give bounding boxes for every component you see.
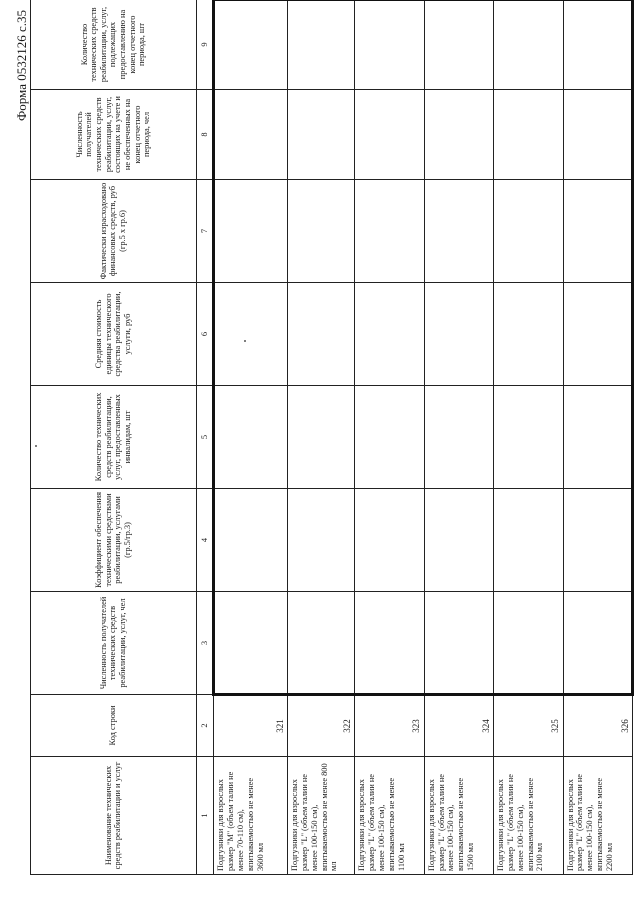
row-code: 325 (494, 695, 563, 757)
column-number: 4 (196, 489, 214, 592)
data-cell (288, 283, 355, 386)
data-cell (355, 489, 424, 592)
data-cell (494, 592, 563, 695)
header-cell: Численность получателей технических средств реабилитации, услуг, состоящих на учете и не обеспеченных на конец отчетного периода, чел (31, 90, 197, 180)
data-cell (355, 180, 424, 283)
row-name: Подгузники для взрослых размер "L" (объем талии не менее 100-150 см), впитываемостью не менее 2100 мл (494, 757, 563, 875)
data-cell (424, 592, 493, 695)
data-cell (355, 592, 424, 695)
row-name: Подгузники для взрослых размер "L" (объем талии не менее 100-150 см), впитываемостью не менее 1500 мл (424, 757, 493, 875)
data-cell (563, 386, 632, 489)
data-cell (355, 90, 424, 180)
data-cell (214, 283, 288, 386)
header-cell: Численность получателей технических средств реабилитации, услуг, чел (31, 592, 197, 695)
column-number: 7 (196, 180, 214, 283)
data-cell (288, 489, 355, 592)
data-cell (288, 592, 355, 695)
row-code: 324 (424, 695, 493, 757)
table-row (355, 0, 424, 875)
table-row (424, 0, 493, 875)
header-cell: Коэффициент обеспечения техническими средствами реабилитации, услугами (гр.5/гр.3) (31, 489, 197, 592)
data-cell (424, 0, 493, 90)
header-cell: Количество технических средств реабилитации, услуг, предоставленных инвалидам, шт (31, 386, 197, 489)
data-cell (288, 90, 355, 180)
data-cell (563, 592, 632, 695)
data-cell (214, 592, 288, 695)
row-name: Подгузники для взрослых размер "L" (объем талии не менее 100-150 см), впитываемостью не менее 1100 мл (355, 757, 424, 875)
data-cell (214, 489, 288, 592)
column-number: 3 (196, 592, 214, 695)
column-number: 8 (196, 90, 214, 180)
data-cell (424, 90, 493, 180)
form-label: Форма 0532126 с.35 (14, 10, 29, 122)
header-cell: Наименование технических средств реабилитации и услуг (31, 757, 197, 875)
row-name: Подгузники для взрослых размер "L" (объем талии не менее 100-150 см), впитываемостью не менее 2200 мл (563, 757, 632, 875)
column-number: 1 (196, 757, 214, 875)
data-cell (563, 0, 632, 90)
data-cell (494, 180, 563, 283)
table-row (288, 0, 355, 875)
data-cell (424, 386, 493, 489)
data-cell (214, 386, 288, 489)
header-cell: Фактически израсходовано финансовых средств, руб (гр.5 х гр.6) (31, 180, 197, 283)
data-cell (214, 0, 288, 90)
data-cell (563, 90, 632, 180)
column-number-row (196, 0, 214, 875)
data-cell (494, 489, 563, 592)
scan-speck (244, 340, 246, 342)
data-cell (288, 386, 355, 489)
report-table (30, 0, 634, 875)
row-code: 323 (355, 695, 424, 757)
header-cell: Код строки (31, 695, 197, 757)
data-cell (494, 0, 563, 90)
column-number: 5 (196, 386, 214, 489)
data-cell (494, 386, 563, 489)
data-cell (424, 283, 493, 386)
table-row (494, 0, 563, 875)
data-cell (214, 90, 288, 180)
data-cell (563, 283, 632, 386)
data-cell (563, 489, 632, 592)
data-cell (355, 386, 424, 489)
table-row (214, 0, 288, 875)
data-cell (563, 180, 632, 283)
scan-speck (35, 445, 37, 447)
data-cell (494, 283, 563, 386)
column-number: 6 (196, 283, 214, 386)
column-number: 9 (196, 0, 214, 90)
header-cell: Средняя стоимость единицы технического средства реабилитации, услуги, руб (31, 283, 197, 386)
data-cell (494, 90, 563, 180)
row-name: Подгузники для взрослых размер "L" (объем талии не менее 100-150 см), впитываемостью не менее 800 мл (288, 757, 355, 875)
row-code: 322 (288, 695, 355, 757)
row-code: 326 (563, 695, 632, 757)
table-row (563, 0, 632, 875)
row-name: Подгузники для взрослых размер "M" (объем талии не менее 70-110 см), впитываемостью не менее 3600 мл (214, 757, 288, 875)
header-row (31, 0, 197, 875)
data-cell (424, 489, 493, 592)
data-cell (424, 180, 493, 283)
column-number: 2 (196, 695, 214, 757)
row-code: 321 (214, 695, 288, 757)
header-cell: Количество технических средств реабилитации, услуг, подлежащих предоставлению на конец отчетного периода, шт (31, 0, 197, 90)
data-cell (288, 180, 355, 283)
data-cell (355, 283, 424, 386)
data-cell (355, 0, 424, 90)
data-cell (214, 180, 288, 283)
data-cell (288, 0, 355, 90)
